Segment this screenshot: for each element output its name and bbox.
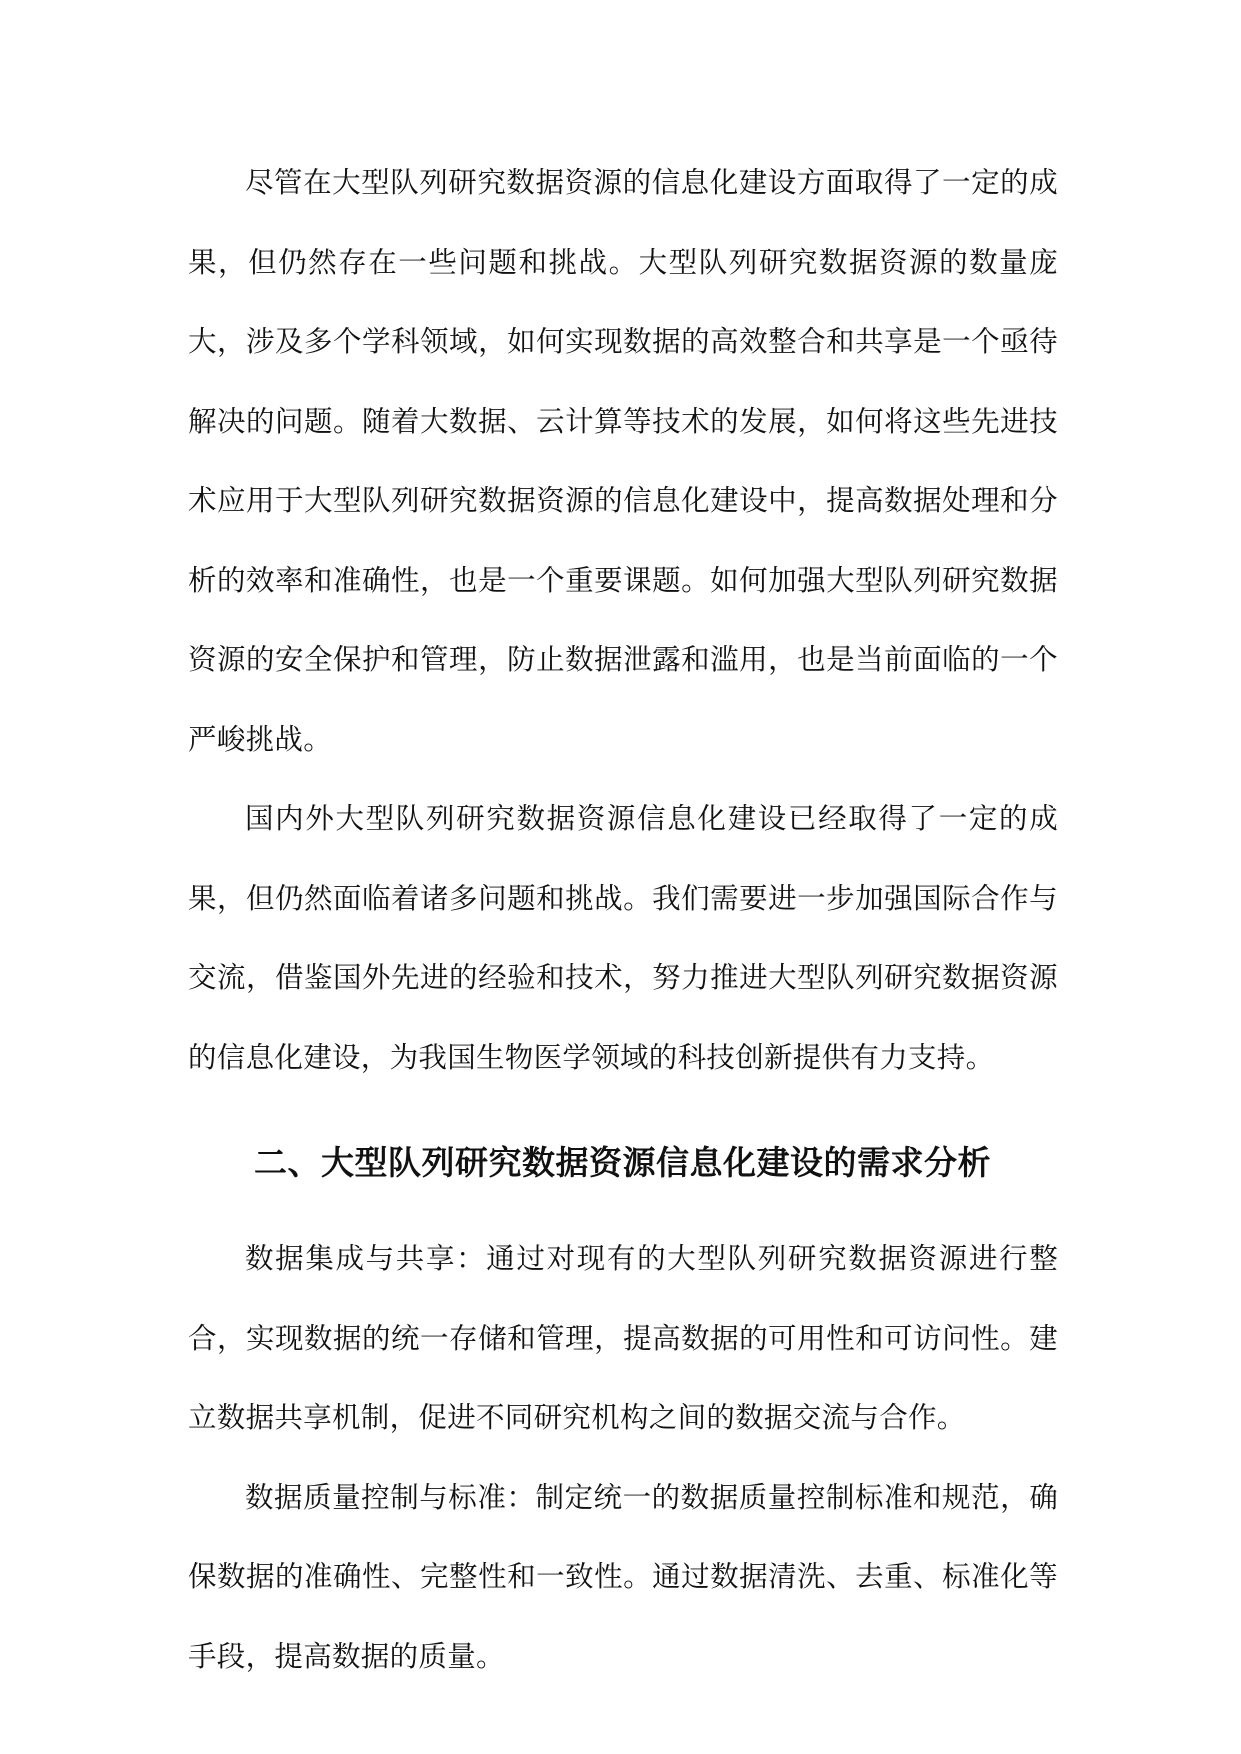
section-heading: 二、大型队列研究数据资源信息化建设的需求分析	[254, 1143, 991, 1182]
document-body	[188, 143, 1058, 1696]
paragraph-data-integration: 数据集成与共享：通过对现有的大型队列研究数据资源进行整合，实现数据的统一存储和管理，提高数据的可用性和可访问性。建立数据共享机制，促进不同研究机构之间的数据交流与合作。	[188, 1242, 1058, 1434]
paragraph-summary: 国内外大型队列研究数据资源信息化建设已经取得了一定的成果，但仍然面临着诸多问题和挑战。我们需要进一步加强国际合作与交流，借鉴国外先进的经验和技术，努力推进大型队列研究数据资源的信息化建设，为我国生物医学领域的科技创新提供有力支持。	[188, 802, 1058, 1074]
paragraph-data-quality: 数据质量控制与标准：制定统一的数据质量控制标准和规范，确保数据的准确性、完整性和一致性。通过数据清洗、去重、标准化等手段，提高数据的质量。	[188, 1480, 1058, 1673]
paragraph-challenges: 尽管在大型队列研究数据资源的信息化建设方面取得了一定的成果，但仍然存在一些问题和挑战。大型队列研究数据资源的数量庞大，涉及多个学科领域，如何实现数据的高效整合和共享是一个亟待解决的问题。随着大数据、云计算等技术的发展，如何将这些先进技术应用于大型队列研究数据资源的信息化建设中，提高数据处理和分析的效率和准确性，也是一个重要课题。如何加强大型队列研究数据资源的安全保护和管理，防止数据泄露和滥用，也是当前面临的一个严峻挑战。	[188, 166, 1058, 756]
